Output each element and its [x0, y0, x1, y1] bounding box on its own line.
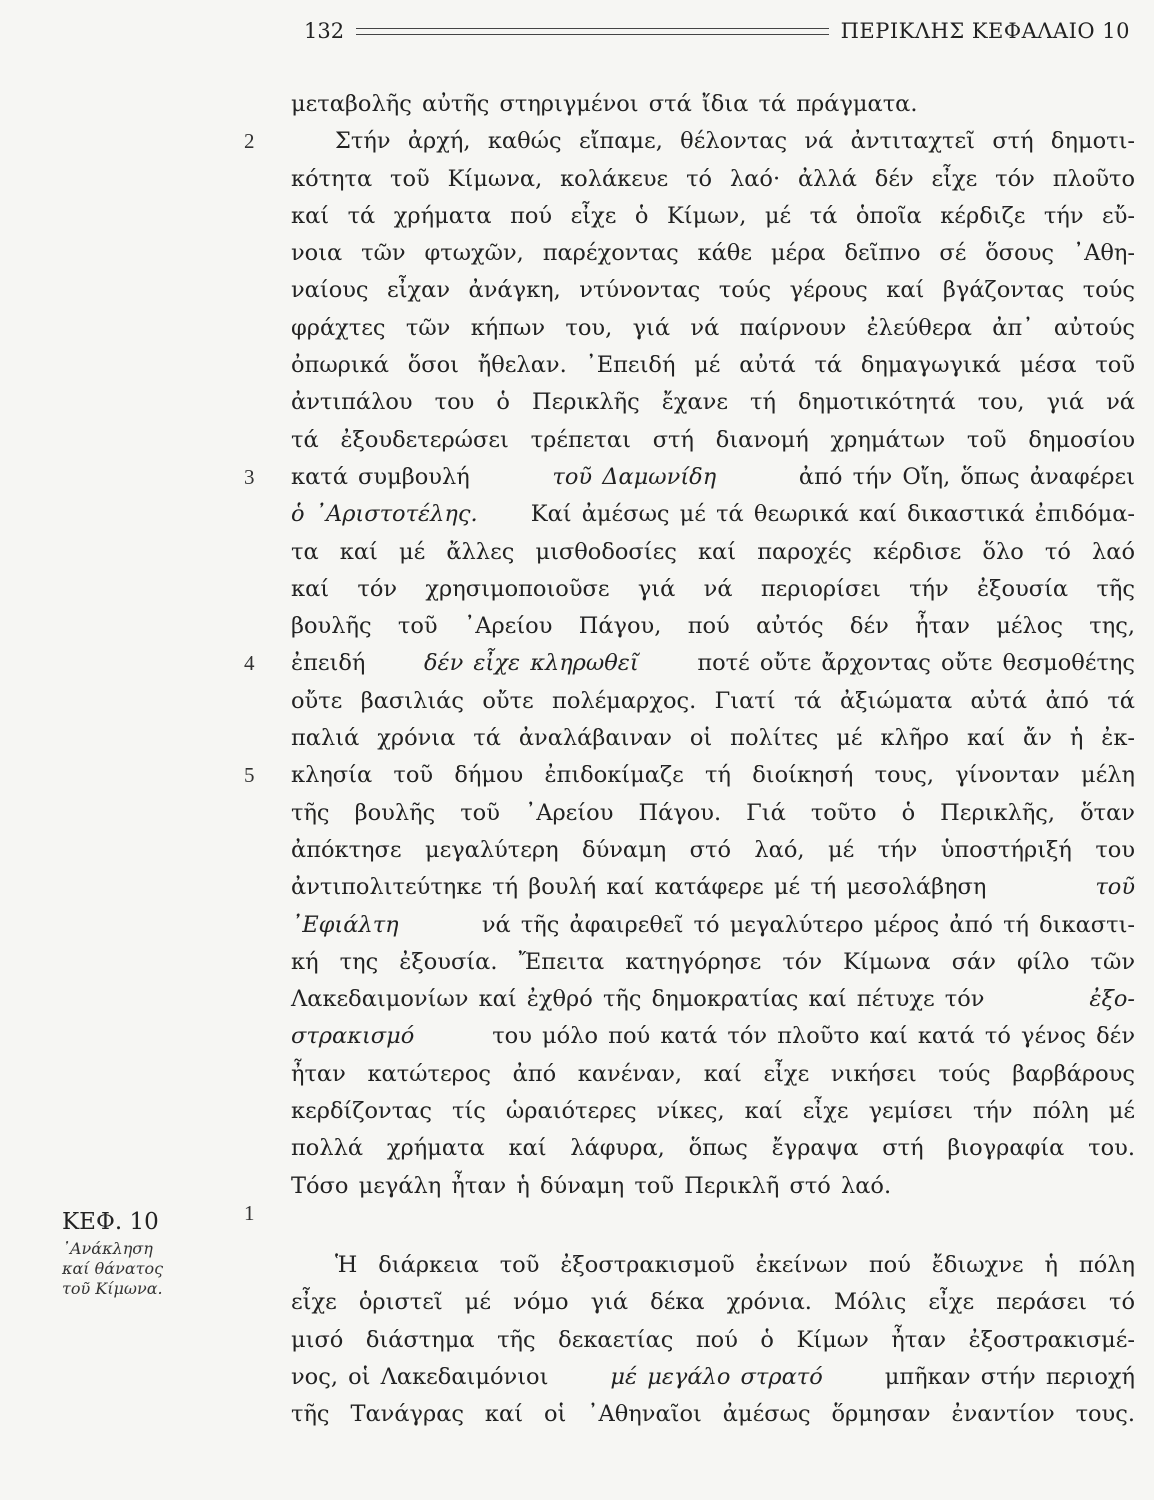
text-segment: μπῆκαν στήν περιοχή [884, 1363, 1135, 1390]
text-run: κλησία τοῦ δήμου ἐπιδοκίμαζε τή διοίκησή τους, γίνονταν μέλη [291, 762, 1135, 789]
header-rule [356, 28, 829, 35]
text-run: τά ἐξουδετερώσει τρέπεται στή διανομή χρημάτων τοῦ δημοσίου [291, 426, 1135, 453]
text-run: κότητα τοῦ Κίμωνα, κολάκευε τό λαό· ἀλλά δέν εἶχε τόν πλοῦτο [291, 165, 1135, 192]
text-segment: του μόλο πού κατά τόν πλοῦτο καί κατά τό γένος δέν [492, 1023, 1135, 1050]
text-run: τῆς Τανάγρας καί οἱ ᾿Αθηναῖοι ἀμέσως ὅρμησαν ἐναντίον τους. [291, 1401, 1135, 1428]
section-number: 5 [244, 763, 255, 787]
italic-segment: δέν εἶχε κληρωθεῖ [423, 650, 639, 677]
chapter-subtitle-line: καί θάνατος [62, 1259, 164, 1278]
text-segment: ποτέ οὔτε ἄρχοντας οὔτε θεσμοθέτης [697, 650, 1135, 677]
text-line [291, 832, 1135, 869]
text-line [291, 869, 1135, 906]
section-number: 2 [244, 129, 255, 153]
text-run: καί τά χρήματα πού εἶχε ὁ Κίμων, μέ τά ὁποῖα κέρδιζε τήν εὔ- [291, 202, 1135, 229]
text-line [291, 645, 1135, 682]
italic-segment: ὁ ᾿Αριστοτέλης. [291, 501, 478, 528]
text-line [291, 907, 1135, 944]
text-line [291, 608, 1135, 645]
text-line [291, 272, 1135, 309]
text-run: ναίους εἶχαν ἀνάγκη, ντύνοντας τούς γέρους καί βγάζοντας τούς [291, 277, 1135, 304]
text-line [291, 123, 1135, 160]
italic-segment: τοῦ [1095, 874, 1135, 901]
text-run: παλιά χρόνια τά ἀναλάβαιναν οἱ πολίτες μέ κλῆρο καί ἄν ἡ ἐκ- [291, 725, 1135, 752]
text-run: ἦταν κατώτερος ἀπό κανέναν, καί εἶχε νικήσει τούς βαρβάρους [291, 1060, 1135, 1087]
text-run: τα καί μέ ἄλλες μισθοδοσίες καί παροχές κέρδισε ὅλο τό λαό [291, 538, 1135, 565]
text-segment: κατά συμβουλή [291, 463, 470, 490]
text-run: Ἡ διάρκεια τοῦ ἐξοστρακισμοῦ ἐκείνων πού ἔδιωχνε ἡ πόλη [335, 1251, 1135, 1278]
italic-segment: ᾿Εφιάλτη [291, 911, 399, 938]
text-line [291, 757, 1135, 794]
text-segment: νά τῆς ἀφαιρεθεῖ τό μεγαλύτερο μέρος ἀπό τή δικαστι- [481, 911, 1135, 938]
text-segment: ἐπειδή [291, 650, 366, 677]
text-run: ἀπόκτησε μεγαλύτερη δύναμη στό λαό, μέ τήν ὑποστήριξή του [291, 836, 1135, 863]
text-line [291, 1018, 1135, 1055]
italic-segment: τοῦ Δαμωνίδη [552, 463, 717, 490]
text-run: μισό διάστημα τῆς δεκαετίας πού ὁ Κίμων ἦταν ἐξοστρακισμέ- [291, 1326, 1135, 1353]
text-line [291, 1322, 1135, 1359]
text-line [291, 1056, 1135, 1093]
text-line [291, 1093, 1135, 1130]
text-segment: ἀπό τήν Οἴη, ὅπως ἀναφέρει [798, 463, 1135, 490]
text-line [291, 534, 1135, 571]
text-line [291, 1247, 1135, 1284]
text-segment: ἀντιπολιτεύτηκε τή βουλή καί κατάφερε μέ τή μεσολάβηση [291, 874, 987, 901]
chapter-subtitle-line: τοῦ Κίμωνα. [62, 1279, 163, 1298]
text-run: νοια τῶν φτωχῶν, παρέχοντας κάθε μέρα δεῖπνο σέ ὅσους ᾿Αθη- [291, 240, 1135, 267]
text-line [291, 1130, 1135, 1167]
section-number: 4 [244, 651, 255, 675]
text-line [291, 422, 1135, 459]
text-line [291, 1396, 1135, 1433]
text-run: τῆς βουλῆς τοῦ ᾿Αρείου Πάγου. Γιά τοῦτο ὁ Περικλῆς, ὅταν [291, 799, 1135, 826]
text-run: Στήν ἀρχή, καθώς εἴπαμε, θέλοντας νά ἀντιταχτεῖ στή δημοτι- [335, 128, 1135, 155]
chapter-title: ΚΕΦ. 10 [62, 1209, 159, 1235]
page-number: 132 [304, 19, 345, 43]
text-line [291, 683, 1135, 720]
text-run: φράχτες τῶν κήπων του, γιά νά παίρνουν ἐλεύθερα ἀπ᾿ αὐτούς [291, 314, 1135, 341]
text-run: εἶχε ὁριστεῖ μέ νόμο γιά δέκα χρόνια. Μόλις εἶχε περάσει τό [291, 1289, 1135, 1316]
text-segment: Λακεδαιμονίων καί ἐχθρό τῆς δημοκρατίας καί πέτυχε τόν [291, 986, 985, 1013]
running-head: ΠΕΡΙΚΛΗΣ ΚΕΦΑΛΑΙΟ 10 [840, 19, 1130, 43]
text-line [291, 720, 1135, 757]
text-line [291, 161, 1135, 198]
text-run: ὀπωρικά ὅσοι ἤθελαν. ᾿Επειδή μέ αὐτά τά δημαγωγικά μέσα τοῦ [291, 352, 1135, 379]
text-run: οὔτε βασιλιάς οὔτε πολέμαρχος. Γιατί τά ἀξιώματα αὐτά ἀπό τά [291, 687, 1135, 714]
section-number: 1 [244, 1201, 255, 1225]
text-line [291, 235, 1135, 272]
text-line [291, 1359, 1135, 1396]
text-segment: νος, οἱ Λακεδαιμόνιοι [291, 1363, 549, 1390]
italic-segment: ἐξο- [1089, 986, 1135, 1013]
text-line [291, 981, 1135, 1018]
text-run: κερδίζοντας τίς ὡραιότερες νίκες, καί εἶχε γεμίσει τήν πόλη μέ [291, 1098, 1135, 1125]
text-line [291, 795, 1135, 832]
text-line [291, 198, 1135, 235]
italic-segment: μέ μεγάλο στρατό [610, 1363, 823, 1390]
text-line [291, 944, 1135, 981]
page-header [304, 16, 1130, 46]
body-text [291, 86, 1135, 1433]
text-line [291, 310, 1135, 347]
text-run: καί τόν χρησιμοποιοῦσε γιά νά περιορίσει τήν ἐξουσία τῆς [291, 575, 1135, 602]
text-line [291, 459, 1135, 496]
text-line [291, 347, 1135, 384]
text-run: βουλῆς τοῦ ᾿Αρείου Πάγου, πού αὐτός δέν ἦταν μέλος της, [291, 613, 1135, 640]
text-run: κή της ἐξουσία. Ἔπειτα κατηγόρησε τόν Κίμωνα σάν φίλο τῶν [291, 948, 1135, 975]
text-line [291, 1284, 1135, 1321]
text-run: ἀντιπάλου του ὁ Περικλῆς ἔχανε τή δημοτικότητά του, γιά νά [291, 389, 1135, 416]
section-number: 3 [244, 465, 255, 489]
text-line [291, 571, 1135, 608]
chapter-subtitle-line: ᾿Ανάκληση [62, 1239, 153, 1258]
text-line [291, 384, 1135, 421]
text-line: μεταβολῆς αὐτῆς στηριγμένοι στά ἴδια τά πράγματα. [291, 91, 918, 117]
chapter-marginal [62, 1209, 212, 1299]
text-line [291, 496, 1135, 533]
text-run: πολλά χρήματα καί λάφυρα, ὅπως ἔγραψα στή βιογραφία του. [291, 1135, 1135, 1162]
italic-segment: στρακισμό [291, 1023, 415, 1050]
text-line: Τόσο μεγάλη ἦταν ἡ δύναμη τοῦ Περικλῆ στό λαό. [291, 1172, 892, 1199]
text-segment: Καί ἀμέσως μέ τά θεωρικά καί δικαστικά ἐπιδόμα- [530, 501, 1135, 528]
